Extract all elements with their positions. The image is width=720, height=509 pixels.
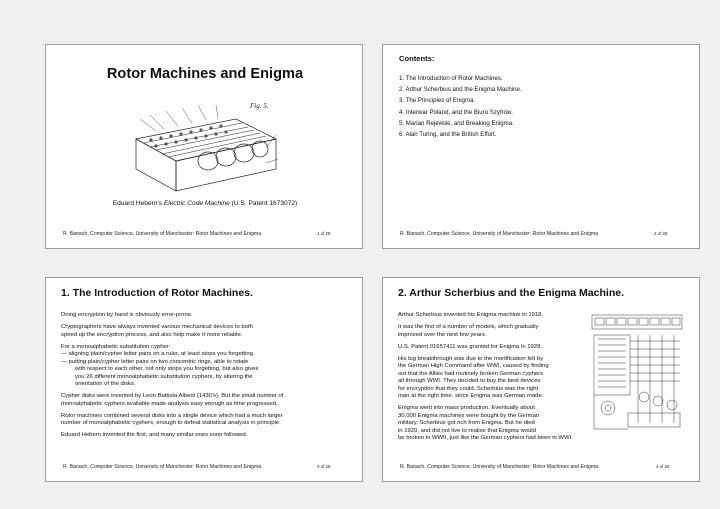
slide-footer: R. Banach, Computer Science, University of Manchester: Rotor Machines and Enigma xyxy=(400,231,599,237)
contents-item: 4. Interwar Poland, and the Biuro Szyfrów. xyxy=(399,108,513,116)
contents-item: 3. The Principles of Enigma. xyxy=(399,97,476,105)
slide-body: Arthur Scherbius invented his Enigma machine in 1918. It was the first of a number of models, which gradually improved over the next few years. U.S. Patent 01657411 was granted for Enigma in 1928. His big breakthrough was due to the mortification felt by the German High Command after WWI, caused by finding out that the Allies had routinely broken German cyphers all through WWI. They decided to buy the best devices for encryption that they could. Scherbius was the right man at the right time, since Enigma was German made. Enigma went into mass production. Eventually about 30,000 Enigma machines were bought by the German military. Scherbius got rich from Enigma. But he died in 1929, and did not live to realise that Enigma would be broken in WWII, just like the German cyphers had been in WWI. xyxy=(398,312,573,442)
contents-list xyxy=(399,73,522,140)
slide-footer: R. Banach, Computer Science, University of Manchester: Rotor Machines and Enigma xyxy=(63,231,262,237)
contents-item: 5. Marian Rejewski, and Breaking Enigma. xyxy=(399,119,514,127)
page-number: 4 of 28 xyxy=(656,464,670,469)
figure-caption: Eduard Hebern's Electric Code Machine (U.S. Patent 1673072) xyxy=(112,200,298,207)
contents-item: 6. Alan Turing, and the British Effort. xyxy=(399,131,497,139)
slide-footer: R. Banach, Computer Science, University of Manchester: Rotor Machines and Enigma xyxy=(400,464,599,470)
figure-label: Fig. 5. xyxy=(250,102,269,110)
slide-scherbius xyxy=(382,277,700,482)
slide-contents xyxy=(382,44,700,249)
contents-item: 1. The Introduction of Rotor Machines. xyxy=(399,75,503,82)
deck-title: Rotor Machines and Enigma xyxy=(106,66,304,82)
section-title: 1. The Introduction of Rotor Machines. xyxy=(61,287,253,299)
page-number: 2 of 28 xyxy=(654,231,668,236)
enigma-patent-drawing xyxy=(588,313,686,433)
section-title: 2. Arthur Scherbius and the Enigma Machine. xyxy=(398,287,624,299)
hebern-machine-drawing xyxy=(126,99,286,199)
slide-footer: R. Banach, Computer Science, University of Manchester: Rotor Machines and Enigma xyxy=(63,464,262,470)
page-number: 1 of 28 xyxy=(317,231,331,236)
slide-rotor-intro xyxy=(45,277,363,482)
slide-body: Doing encryption by hand is obviously error-prone. Cryptographers have always invented various mechanical devices to both speed up the encryption process, and also help make it more reliable. For a monoalphabetic substitution cypher: — aligning plain/cypher letter pairs on a ruler, at least stops you forgetting. — putting plain/cypher letter pairs on two concentric rings, able to rotate with respect to each other, not only stops you forgetting, but also gives you 26 different monoalphabetic substitution cyphers, by altering the orientation of the disks. Cypher disks were invented by Leon Battista Alberti (1430's). But the small number of monoalphabetic cyphers available made analysis easy enough as time progressed. Rotor machines combined several disks into a single device which had a much larger number of monoalphabetic cyphers, enough to defeat statistical analysis in principle. Eduard Hebern invented the first, and many similar ones soon followed. xyxy=(61,312,284,439)
contents-heading: Contents: xyxy=(399,54,435,63)
contents-item: 2. Arthur Scherbius and the Enigma Machine. xyxy=(399,86,522,94)
slide-title xyxy=(45,44,363,249)
page-number: 3 of 28 xyxy=(317,464,331,469)
